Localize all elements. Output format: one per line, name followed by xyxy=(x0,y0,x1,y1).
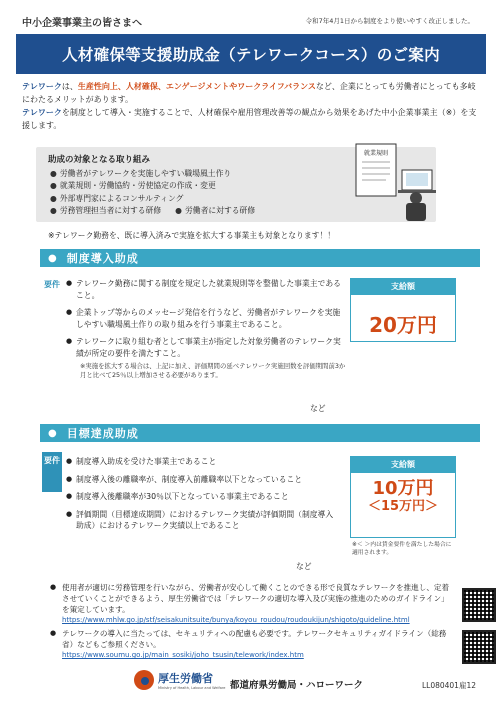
security-qr-code xyxy=(462,630,496,664)
intro-keyword: テレワーク xyxy=(22,82,62,91)
telework-illustration xyxy=(350,140,442,224)
section-heading-introduction xyxy=(40,249,480,267)
page-title xyxy=(16,34,486,74)
effort-item: ● 労働者に対する研修 xyxy=(175,205,255,217)
requirements-tag: 要件 xyxy=(44,280,60,289)
requirements-list xyxy=(66,456,336,538)
revision-notice: 令和7年4月1日から制度をより使いやすく改正しました。 xyxy=(305,17,474,25)
security-text: ● テレワークの導入に当たっては、セキュリティへの配慮も必要です。テレワークセキュリティガイドライン（総務省）などもご参照ください。 xyxy=(50,628,456,650)
intro-keyword: テレワーク xyxy=(22,108,62,117)
page-title-text: 人材確保等支援助成金（テレワークコース）のご案内 xyxy=(62,46,440,64)
ministry-logo xyxy=(134,670,225,690)
requirement-item: ● テレワーク勤務に関する制度を規定した就業規則等を整備した事業主であること。 xyxy=(66,278,348,301)
requirement-item: ● 評価期間（目標達成期間）におけるテレワーク実績が評価期間（制度導入助成）におけるテレワーク実績以上であること xyxy=(66,509,336,532)
payment-amount-box xyxy=(350,456,456,538)
guideline-qr-code xyxy=(462,588,496,622)
payment-amount-label: 支給額 xyxy=(351,279,455,295)
intro-text-part: は、 xyxy=(61,82,78,91)
effort-item: ● 就業規則・労働協約・労使協定の作成・変更 xyxy=(50,180,255,192)
rulebook-label: 就業規則 xyxy=(363,150,389,157)
guideline-info xyxy=(50,582,456,626)
ministry-name: 厚生労働省 xyxy=(158,672,213,685)
payment-amount-note: ※＜ ＞内は賃金要件を満たした場合に適用されます。 xyxy=(352,542,452,556)
payment-amount-label: 支給額 xyxy=(351,457,455,473)
guideline-link[interactable]: https://www.mhlw.go.jp/stf/seisakunitsuite/bunya/koyou_roudou/roudoukijun/shigoto/guideline.html xyxy=(62,616,410,624)
intro-text-part: を制度として導入・実施することで、人材確保や雇用管理改善等の観点から効果をあげた中小企業事業主（※）を支援します。 xyxy=(22,108,477,130)
etc-label: など xyxy=(310,404,326,413)
efforts-title: 助成の対象となる取り組み xyxy=(48,155,151,165)
requirement-subnote: ※実施を拡大する場合は、上記に加え、評価期間の延べテレワーク実施回数を評価期間前3か月と比べて25％以上増加させる必要があります。 xyxy=(80,362,346,379)
requirement-item: ● テレワークに取り組む者として事業主が指定した対象労働者のテレワーク実績が所定の要件を満たすこと。 xyxy=(66,336,348,359)
security-link[interactable]: https://www.soumu.go.jp/main_sosiki/joho_tsusin/telework/index.htm xyxy=(62,651,304,659)
effort-row xyxy=(50,205,255,217)
target-note: ※テレワーク勤務を、既に導入済みで実施を拡大する事業主も対象となります！！ xyxy=(48,231,336,240)
requirement-item: ● 制度導入後の離職率が、制度導入前離職率以下となっていること xyxy=(66,474,336,486)
requirement-item: ● 制度導入後離職率が30％以下となっている事業主であること xyxy=(66,491,336,503)
intro-highlight: 生産性向上、人材確保、エンゲージメントやワークライフバランス xyxy=(77,82,316,91)
intro-text-part: など、企業にとっても労働者にとっても多岐にわたるメリットがあります。 xyxy=(22,82,476,104)
ministry-name-en: Ministry of Health, Labour and Welfare xyxy=(158,686,226,690)
payment-amount-alt: ＜15万円＞ xyxy=(367,499,439,514)
audience-heading: 中小企業事業主の皆さまへ xyxy=(22,18,142,29)
requirement-item: ● 企業トップ等からのメッセージ発信を行うなど、労働者がテレワークを実施しやすい職場風土作りの取り組みを行う事業主であること。 xyxy=(66,307,348,330)
effort-item: ● 労働者がテレワークを実施しやすい職場風土作り xyxy=(50,168,255,180)
section-title: 目標達成助成 xyxy=(66,427,139,440)
ministry-logo-icon xyxy=(134,670,154,690)
payment-amount-value: 10万円 xyxy=(372,478,434,499)
efforts-list xyxy=(50,168,255,218)
section-bullet-icon: ● xyxy=(48,427,57,439)
security-info xyxy=(50,628,456,661)
intro-paragraph-2 xyxy=(22,106,482,132)
section-heading-target-achievement xyxy=(40,424,480,442)
section-bullet-icon: ● xyxy=(48,252,57,264)
guideline-text: ● 使用者が適切に労務管理を行いながら、労働者が安心して働くことのできる形で良質なテレワークを推進し、定着させていくことができるよう、厚生労働省では「テレワークの適切な導入及び実施の推進のためのガイドライン」を策定しています。 xyxy=(50,582,456,615)
payment-amount-value: 20万円 xyxy=(369,313,437,337)
section-title: 制度導入助成 xyxy=(66,252,139,265)
requirements-list xyxy=(66,278,348,380)
requirement-item: ● 制度導入助成を受けた事業主であること xyxy=(66,456,336,468)
intro-paragraph-1 xyxy=(22,80,482,106)
organization-name: 都道府県労働局・ハローワーク xyxy=(230,680,364,691)
effort-item: ● 労務管理担当者に対する研修 xyxy=(50,205,161,217)
requirements-tag: 要件 xyxy=(42,452,62,492)
payment-amount-box xyxy=(350,278,456,342)
document-code: LL080401雇12 xyxy=(421,681,476,690)
effort-item: ● 外部専門家によるコンサルティング xyxy=(50,193,255,205)
intro-text xyxy=(22,80,482,132)
etc-label: など xyxy=(296,562,312,571)
